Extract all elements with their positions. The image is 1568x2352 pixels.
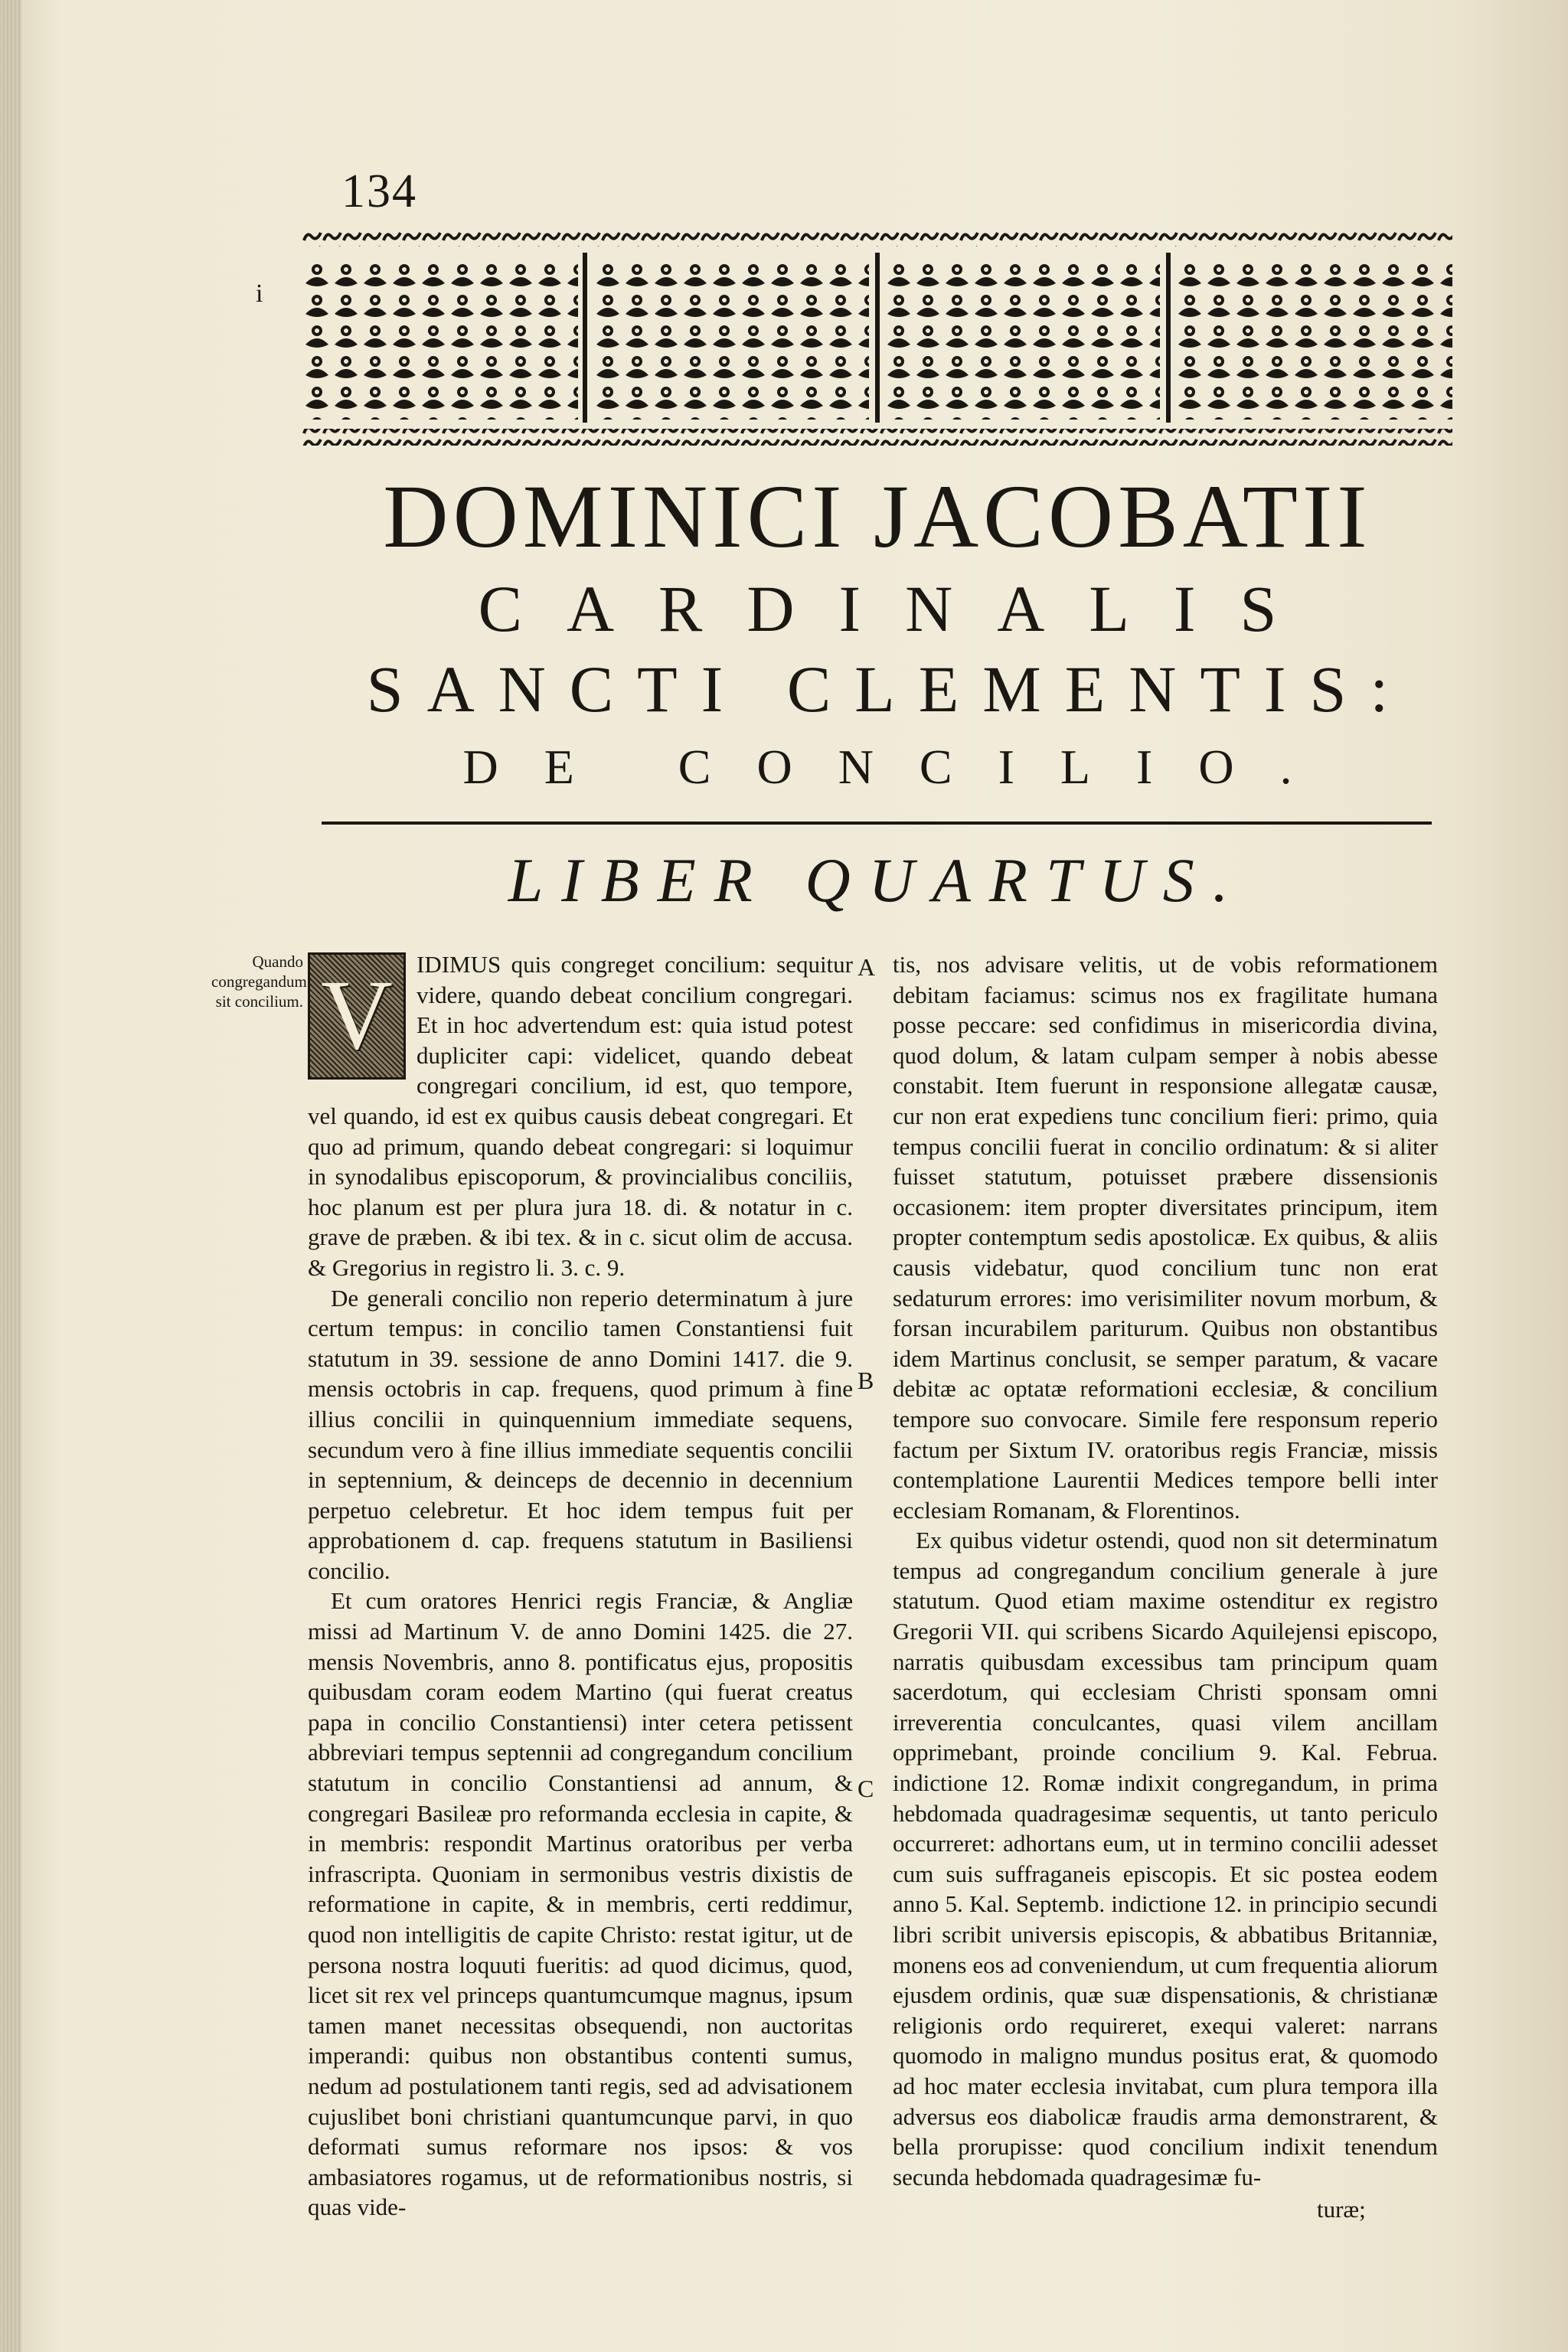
right-column: [893, 949, 1438, 2192]
margin-mark: i: [256, 279, 263, 308]
paragraph: Et cum oratores Henrici regis Franciæ, & Angliæ missi ad Martinum V. de anno Domini 1425. die 27. mensis Novembris, anno 8. pontificatus ejus, propositis quibusdam coram eodem Martino (qui fuerat creatus papa in concilio Constantiensi) inter cetera petissent abbreviari tempus septennii ad congregandum concilium statutum in concilio Constantiensi ad annum, & congregari Basileæ pro reformanda ecclesia in capite, & in membris: respondit Martinus oratoribus per verba infrascripta. Quoniam in sermonibus vestris dixistis de reformatione in capite, & in membris, certi reddimur, quod non intelligitis de capite Christo: restat igitur, ut de persona nostra loquuti fueritis: ad quod dicimus, quod, licet sit rex vel princeps quantumcumque magnus, ipsum tamen manet necessitas obsequendi, non auctoritas imperandi: quibus non obstantibus contenti sumus, nedum ad postulationem tanti regis, sed ad advisationem cujuslibet boni christiani quantumcunque parvi, in quo deformati sumus reformare nos ipsos: & vos ambasiatores rogamus, ut de reformationibus nostris, si quas vide-: [308, 1587, 853, 2221]
paragraph: Ex quibus videtur ostendi, quod non sit determinatum tempus ad congregandum concilium generale à jure statutum. Quod etiam maxime ostenditur ex registro Gregorii VII. qui scribens Sicardo Aquilejensi episcopo, narratis quibusdam excessibus tam principum quam sacerdotum, qui ecclesiam Christi sponsam omni irreverentia conculcantes, quasi vilem ancillam opprimebant, proinde concilium 9. Kal. Februa. indictione 12. Romæ indixit congregandum, in prima hebdomada quadragesimæ sequentis, ut tanto periculo occurreret: adhortans eum, ut in termino concilii adesset cum suis suffraganeis episcopis. Et sic postea eodem anno 5. Kal. Septemb. indictione 12. in principio secundi libri scribit universis episcopis, & abbatibus Britanniæ, monens eos ad conveniendum, ut cum frequentia aliorum ejusdem ordinis, quæ suæ dispensationis, & christianæ religionis ordo requireret, exequi valeret: narrans quomodo in maligno mundus positus erat, & quomodo ad hoc mater ecclesia invitabat, cum plura tempora illa adversus eos diabolicæ fraudis arma demonstrarent, & bella prorupisse: quod concilium indixit tenendum secunda hebdomada quadragesimæ fu-: [893, 1527, 1438, 2190]
drop-cap: V: [308, 952, 406, 1080]
paragraph: IDIMUS quis congreget concilium: sequitur videre, quando debeat concilium congregari. Et in hoc advertendum est: quia istud potest dupliciter capi: videlicet, quando debeat congregari concilium, id est, quo tempore, vel quando, id est ex quibus causis debeat congregari. Et quo ad primum, quando debeat congregari: si loquimur in synodalibus episcoporum, & provincialibus conciliis, hoc planum est per plura jura 18. di. & notatur in c. grave de præben. & ibi tex. & in c. sicut olim de accusa. & Gregorius in registro li. 3. c. 9.: [308, 951, 853, 1281]
ornament-band: [302, 230, 1452, 446]
divider-rule: [322, 822, 1432, 825]
paragraph: tis, nos advisare velitis, ut de vobis reformationem debitam faciamus: scimus nos ex fragilitate humana posse peccare: sed confidimus in misericordia divina, quod dolum, & latam culpam semper à nobis abesse constabit. Item fuerunt in responsione allegatæ causæ, cur non erat expediens tunc concilium fieri: primo, quia tempus concilii fuerat in concilio ordinatum: & si aliter fuisset statutum, potuisset præbere dissensionis occasionem: item propter diversitates principum, item propter contemptum sedis apostolicæ. Ex quibus, & aliis causis videbatur, quod concilium tunc non erat sedaturum errores: imo verisimiliter novum morbum, & forsan incurabilem pariturum. Quibus non obstantibus idem Martinus conclusit, se semper paratum, & vacare debitæ ac optatæ reformationi ecclesiæ, & concilium tempore suo convocare. Simile fere responsum reperio factum per Sixtum IV. oratoribus regis Franciæ, missis contemplatione Laurentii Medices tempore belli inter ecclesiam Romanam, & Florentinos.: [893, 951, 1438, 1524]
section-mark-a: A: [858, 953, 876, 981]
title-line-3: SANCTI CLEMENTIS:: [366, 652, 1413, 726]
title-line-4: DE CONCILIO.: [462, 740, 1338, 794]
section-mark-b: B: [858, 1367, 874, 1394]
book-heading: LIBER QUARTUS.: [508, 845, 1247, 915]
marginal-note: Quando congregandum sit concilium.: [211, 952, 307, 1011]
page-number: 134: [341, 165, 417, 217]
left-column: [308, 949, 853, 2223]
title-line-2: CARDINALIS: [478, 572, 1321, 645]
paragraph: De generali concilio non reperio determinatum à jure certum tempus: in concilio tamen Constantiensi fuit statutum in 39. sessione de anno Domini 1417. die 9. mensis octobris in cap. frequens, quod primum à fine illius concilii in quinquennium immediate sequens, secundum vero à fine illius immediate sequentis concilii in septennium, & deinceps de decennio in decennium perpetuo celebretur. Et hoc idem tempus fuit per approbationem d. cap. frequens statutum in Basiliensi concilio.: [308, 1284, 853, 1584]
section-mark-c: C: [858, 1775, 874, 1802]
page-edge: [0, 0, 21, 2352]
title-line-1: DOMINICI JACOBATII: [383, 466, 1372, 567]
catchword: turæ;: [1317, 2196, 1366, 2223]
